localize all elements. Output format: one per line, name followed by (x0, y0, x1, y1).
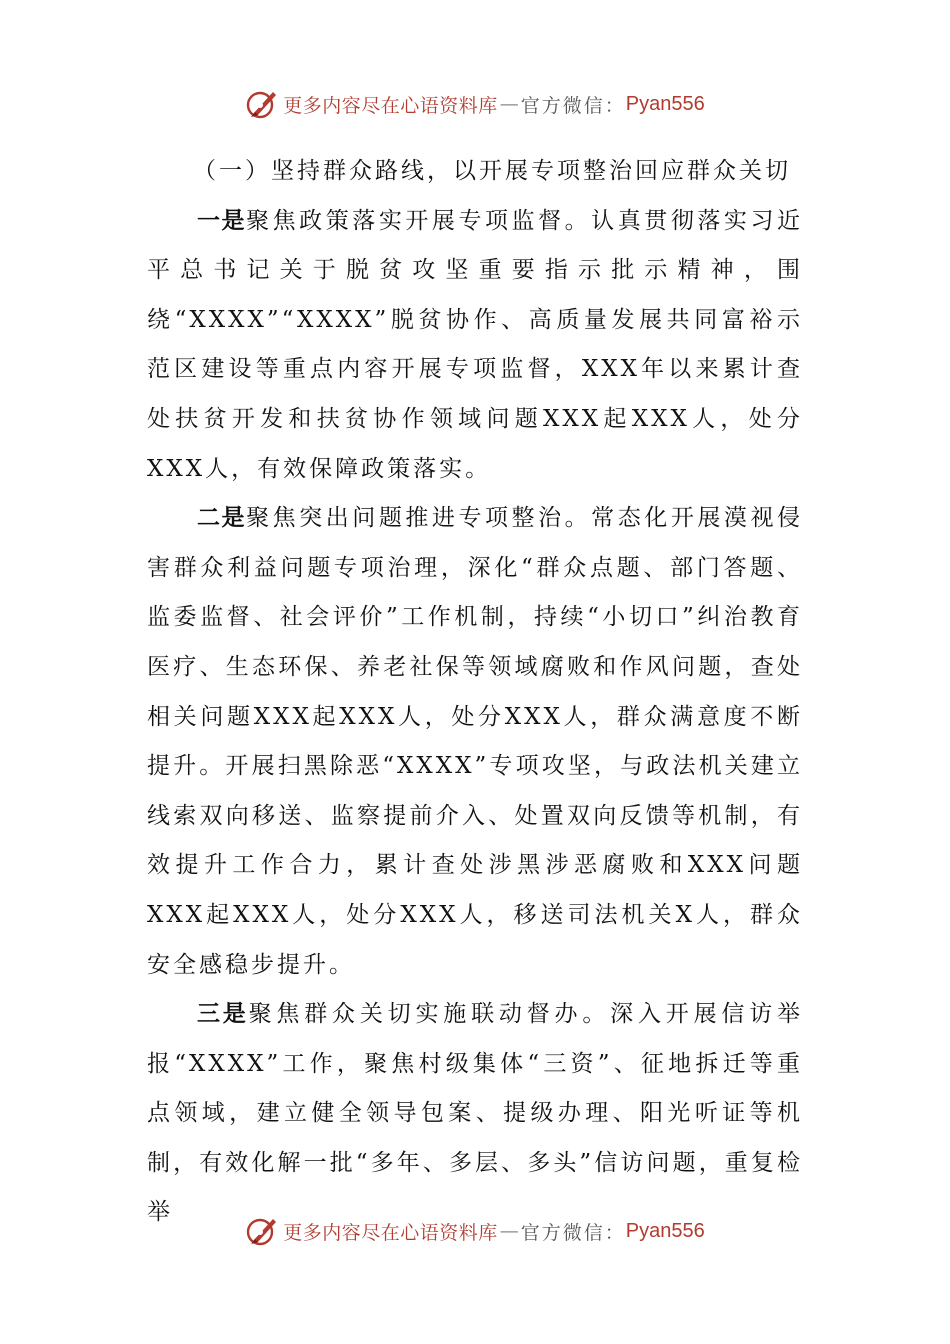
paragraph-1 (147, 197, 803, 495)
banner-wechat-label: 官方微信： (520, 94, 626, 117)
paragraph-3 (147, 990, 803, 1238)
banner-wechat-label: 官方微信： (520, 1221, 626, 1244)
paragraph-2 (147, 494, 803, 990)
banner-wechat-id: Pyan556 (625, 92, 705, 115)
paragraph-lead: 三是 (197, 1001, 249, 1028)
banner-separator: — (499, 93, 519, 115)
header-watermark-banner (0, 84, 950, 124)
quill-pen-logo-icon (245, 1214, 279, 1248)
banner-text: 更多内容尽在心语资料库 (283, 94, 498, 117)
paragraph-text: 聚焦群众关切实施联动督办。深入开展信访举报“XXXX”工作，聚焦村级集体“三资”、征地拆迁等重点领域，建立健全领导包案、提级办理、阳光听证等机制，有效化解一批“多年、多层、多头”信访问题，重复检举 (147, 1001, 804, 1226)
paragraph-lead: 一是 (197, 207, 247, 234)
document-body (147, 147, 803, 1238)
footer-watermark-banner (0, 1211, 950, 1251)
banner-text: 更多内容尽在心语资料库 (283, 1221, 498, 1244)
quill-pen-logo-icon (245, 87, 279, 121)
paragraph-text: 聚焦突出问题推进专项整治。常态化开展漠视侵害群众利益问题专项治理，深化“群众点题、部门答题、监委监督、社会评价”工作机制，持续“小切口”纠治教育医疗、生态环保、养老社保等领域腐败和作风问题，查处相关问题XXX起XXX人，处分XXX人，群众满意度不断提升。开展扫黑除恶“XXXX”专项攻坚，与政法机关建立线索双向移送、监察提前介入、处置双向反馈等机制，有效提升工作合力，累计查处涉黑涉恶腐败和XXX问题XXX起XXX人，处分XXX人，移送司法机关X人，群众安全感稳步提升。 (147, 505, 804, 978)
banner-wechat-id: Pyan556 (625, 1219, 705, 1242)
paragraph-lead: 二是 (197, 505, 247, 532)
paragraph-text: 聚焦政策落实开展专项监督。认真贯彻落实习近平总书记关于脱贫攻坚重要指示批示精神，围绕“XXXX”“XXXX”脱贫协作、高质量发展共同富裕示范区建设等重点内容开展专项监督，XXX年以来累计查处扶贫开发和扶贫协作领域问题XXX起XXX人，处分XXX人，有效保障政策落实。 (147, 207, 804, 482)
banner-separator: — (499, 1220, 519, 1242)
section-heading: （一）坚持群众路线，以开展专项整治回应群众关切 (193, 158, 791, 184)
